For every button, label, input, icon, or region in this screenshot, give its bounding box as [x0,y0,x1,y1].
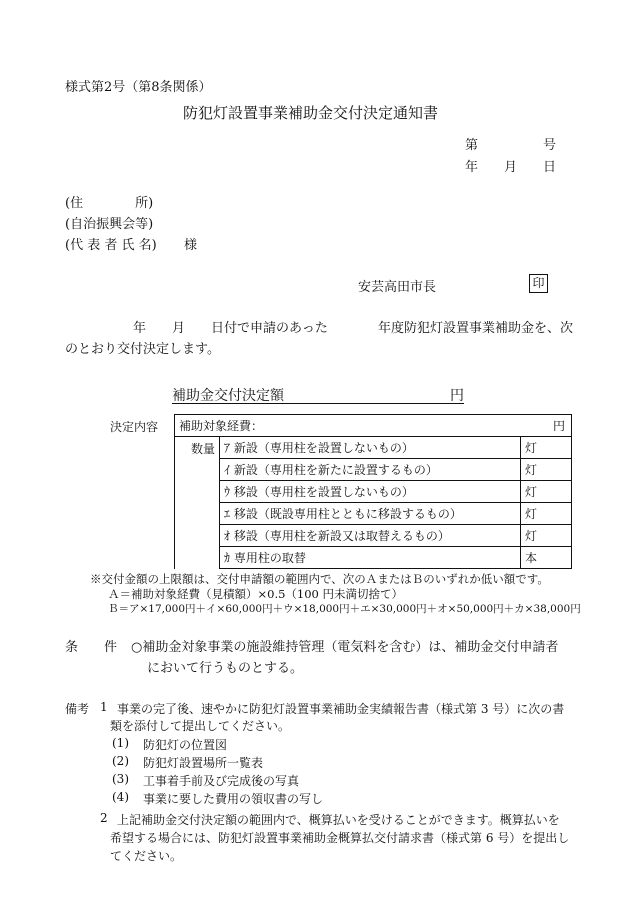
sub-item-number: (2) [112,754,129,768]
condition-line1: ○補助金対象事業の施設維持管理（電気料を含む）は、補助金交付申請者 [131,640,559,655]
condition-line2: において行うものとする。 [147,661,304,676]
item-cell: ｴ 移設（既設専用柱とともに移設するもの） [220,503,521,525]
form-number: 様式第2号（第8条関係） [65,80,212,95]
date-day: 日 [543,160,557,175]
intro-line2: のとおり交付決定します。 [65,342,220,357]
remark-number-2: 2 [100,811,108,825]
date-month: 月 [504,160,518,175]
remark-2-line2: 希望する場合には、防犯灯設置事業補助金概算払交付請求書（様式第 6 号）を提出し [110,831,570,845]
qty-label: 数量 [175,437,220,569]
unit-cell: 灯 [521,503,572,525]
amount-unit: 円 [450,388,464,404]
issuer-name: 安芸高田市長 [358,280,437,295]
sub-item-text: 防犯灯設置場所一覧表 [143,756,264,770]
doc-number-go: 号 [543,138,557,153]
item-cell: ｲ 新設（専用柱を新たに設置するもの） [220,459,521,481]
sub-item-number: (3) [112,772,129,786]
sub-item-text: 事業に要した費用の領収書の写し [143,792,324,806]
amount-label: 補助金交付決定額 [172,388,284,404]
item-cell: ｵ 移設（専用柱を新設又は取替えるもの） [220,525,521,547]
recipient-address-label: (住 所) [65,196,154,211]
unit-cell: 灯 [521,437,572,459]
sub-item-number: (1) [112,736,129,750]
remarks-label: 備考 [65,702,90,716]
target-cost-label: 補助対象経費： [179,419,264,433]
table-row [175,547,572,569]
remark-2-line1: 上記補助金交付決定額の範囲内で、概算払いを受けることができます。概算払いを [117,813,560,827]
unit-cell: 本 [521,547,572,569]
item-cell: ｱ 新設（専用柱を設置しないもの） [220,437,521,459]
table-row [175,437,572,459]
remark-2-line3: てください。 [110,849,183,863]
unit-cell: 灯 [521,525,572,547]
table-row [175,459,572,481]
date-year: 年 [465,160,479,175]
target-cost-cell [175,415,572,437]
table-row [175,503,572,525]
honorific: 様 [184,238,198,253]
intro-part2: 年度防犯灯設置事業補助金を、次 [378,321,574,336]
limit-note-2: Ａ＝補助対象経費（見積額）×0.5（100 円未満切捨て） [108,587,404,601]
seal-stamp: 印 [529,274,548,293]
limit-note-3: Ｂ＝ア×17,000円＋イ×60,000円＋ウ×18,000円＋エ×30,000円＋オ×50,000円＋カ×38,000円 [108,603,581,615]
doc-number-dai: 第 [465,138,479,153]
table-row [175,481,572,503]
decision-label: 決定内容 [110,420,159,434]
table-row [175,525,572,547]
table-row [175,415,572,437]
recipient-association-label: (自治振興会等) [65,217,154,232]
decision-table [174,414,572,569]
sub-item-text: 工事着手前及び完成後の写真 [143,774,300,788]
document-title: 防犯灯設置事業補助金交付決定通知書 [183,104,439,122]
condition-label: 条 件 [65,640,118,655]
item-cell: ｶ 専用柱の取替 [220,547,521,569]
target-cost-unit: 円 [552,419,565,433]
amount-line [172,385,464,404]
sub-item-text: 防犯灯の位置図 [143,738,228,752]
unit-cell: 灯 [521,459,572,481]
limit-note-1: ※交付金額の上限額は、交付申請額の範囲内で、次のＡまたはＢのいずれか低い額です。 [90,572,549,586]
remark-1-line1: 事業の完了後、速やかに防犯灯設置事業補助金実績報告書（様式第 3 号）に次の書 [117,702,565,716]
sub-item-number: (4) [112,790,129,804]
remark-number-1: 1 [100,700,108,714]
item-cell: ｳ 移設（専用柱を設置しないもの） [220,481,521,503]
unit-cell: 灯 [521,481,572,503]
remark-1-line2: 類を添付して提出してください。 [110,719,291,733]
intro-part1: 年 月 日付で申請のあった [133,321,328,336]
recipient-representative-label: (代 表 者 氏 名) [65,238,157,253]
